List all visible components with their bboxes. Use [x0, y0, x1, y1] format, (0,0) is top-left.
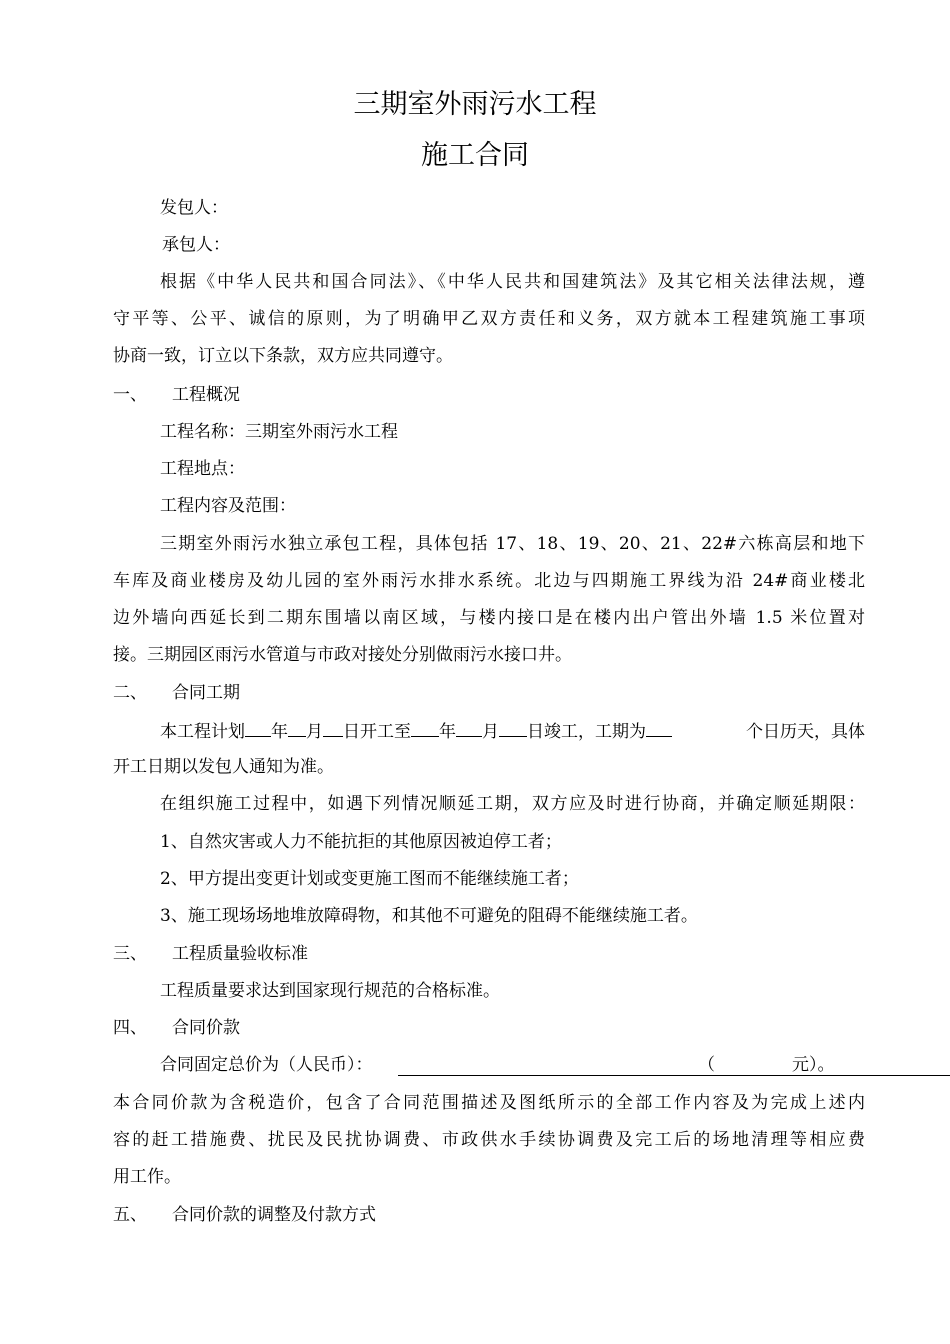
start-year-blank[interactable]	[245, 718, 271, 737]
start-month-unit: 月	[306, 722, 323, 742]
schedule-plan-prefix: 本工程计划	[160, 722, 245, 742]
employer-label: 发包人：	[160, 198, 228, 218]
section-5-title: 合同价款的调整及付款方式	[172, 1205, 376, 1225]
contract-price-line	[160, 1053, 845, 1077]
price-desc-line-2: 容的赶工措施费、扰民及民扰协调费、市政供水手续协调费及完工后的场地清理等相应费	[113, 1130, 865, 1150]
quality-standard-text: 工程质量要求达到国家现行规范的合格标准。	[160, 981, 500, 1001]
end-day-blank[interactable]	[499, 718, 527, 737]
price-desc-line-3: 用工作。	[113, 1167, 181, 1187]
scope-line-3: 边外墙向西延长到二期东围墙以南区域，与楼内接口是在楼内出户管出外墙 1.5 米位置对	[113, 608, 865, 628]
preamble-line-1: 根据《中华人民共和国合同法》、《中华人民共和国建筑法》及其它相关法律法规，遵	[160, 272, 865, 292]
document-title: 三期室外雨污水工程	[353, 89, 597, 120]
start-day-blank[interactable]	[323, 718, 343, 737]
start-month-blank[interactable]	[288, 718, 306, 737]
section-5-number: 五、	[113, 1205, 147, 1225]
project-name-line: 工程名称：三期室外雨污水工程	[160, 422, 398, 442]
scope-label: 工程内容及范围：	[160, 496, 296, 516]
price-desc-line-1: 本合同价款为含税造价，包含了合同范围描述及图纸所示的全部工作内容及为完成上述内	[113, 1093, 865, 1113]
contract-price-blank[interactable]	[398, 1053, 950, 1076]
section-2-number: 二、	[113, 683, 147, 703]
section-4-title: 合同价款	[172, 1018, 240, 1038]
delay-item-3: 3、施工现场场地堆放障碍物，和其他不可避免的阻碍不能继续施工者。	[160, 906, 698, 926]
start-year-unit: 年	[271, 722, 288, 742]
scope-line-2: 车库及商业楼房及幼儿园的室外雨污水排水系统。北边与四期施工界线为沿 24#商业楼北	[113, 571, 865, 591]
scope-line-4: 接。三期园区雨污水管道与市政对接处分别做雨污水接口井。	[113, 645, 572, 665]
end-month-blank[interactable]	[456, 718, 482, 737]
contractor-label: 承包人：	[162, 235, 230, 255]
schedule-plan-line-2: 开工日期以发包人通知为准。	[113, 757, 334, 777]
end-year-blank[interactable]	[411, 718, 439, 737]
delay-item-2: 2、甲方提出变更计划或变更施工图而不能继续施工者；	[160, 869, 579, 889]
document-subtitle: 施工合同	[421, 140, 529, 171]
section-1-title: 工程概况	[172, 385, 240, 405]
section-3-number: 三、	[113, 944, 147, 964]
section-3-title: 工程质量验收标准	[172, 944, 308, 964]
delay-item-1: 1、自然灾害或人力不能抗拒的其他原因被迫停工者；	[160, 832, 562, 852]
schedule-plan-line	[160, 718, 865, 744]
price-unit: 元）。	[792, 1055, 835, 1075]
delay-intro: 在组织施工过程中，如遇下列情况顺延工期，双方应及时进行协商，并确定顺延期限：	[160, 794, 865, 814]
duration-blank[interactable]	[646, 718, 672, 737]
section-4-number: 四、	[113, 1018, 147, 1038]
price-paren-open: （	[698, 1055, 715, 1075]
start-day-unit: 日开工至	[343, 722, 411, 742]
contract-price-label: 合同固定总价为（人民币）：	[160, 1055, 373, 1075]
end-day-unit: 日竣工，工期为	[527, 722, 646, 742]
preamble-line-3: 协商一致，订立以下条款，双方应共同遵守。	[113, 346, 453, 366]
preamble-line-2: 守平等、公平、诚信的原则，为了明确甲乙双方责任和义务，双方就本工程建筑施工事项	[113, 309, 865, 329]
schedule-plan-tail: 个日历天，具体	[746, 722, 865, 742]
section-1-number: 一、	[113, 385, 147, 405]
scope-line-1: 三期室外雨污水独立承包工程，具体包括 17、18、19、20、21、22#六栋高层和地下	[160, 534, 865, 554]
project-location-line: 工程地点：	[160, 459, 245, 479]
end-month-unit: 月	[482, 722, 499, 742]
section-2-title: 合同工期	[172, 683, 240, 703]
end-year-unit: 年	[439, 722, 456, 742]
